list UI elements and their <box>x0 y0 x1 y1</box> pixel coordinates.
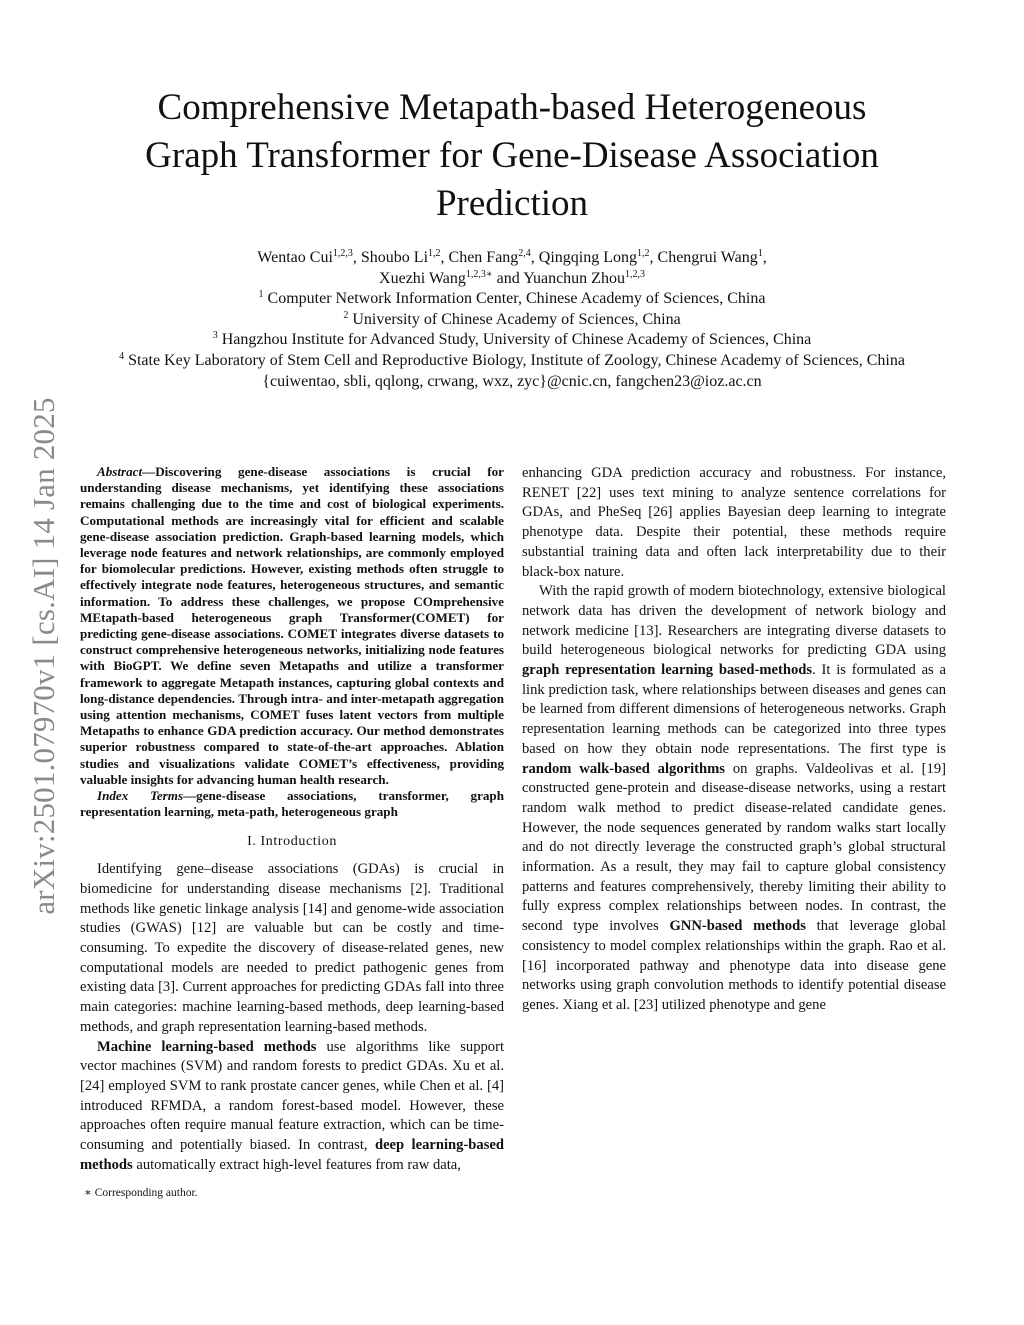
author-separator: , <box>649 249 658 266</box>
title-line: Graph Transformer for Gene-Disease Association <box>145 135 879 176</box>
bold-term: Machine learning-based methods <box>97 1038 317 1055</box>
affiliation-text: University of Chinese Academy of Sciences, China <box>352 310 681 328</box>
affiliation-number: 1 <box>258 289 264 301</box>
abstract-section <box>80 464 504 820</box>
paragraph-text: on graphs. Valdeolivas et al. [19] constructed gene-protein and disease-disease networks, using a restart random walk method to predict disease-related candidate genes. However, the node sequences generated by random walks start locally and do not directly leverage the constructed graph’s global structural information. As a result, they may fail to capture global consistency patterns and features comprehensively, thereby limiting their ability to fully express complex relationships between nodes. In contrast, the second type involves <box>522 760 946 935</box>
author-list <box>70 248 954 269</box>
affiliation-number: 3 <box>212 330 218 342</box>
author-list <box>70 269 954 290</box>
email-line: {cuiwentao, sbli, qqlong, crwang, wxz, zyc}@cnic.cn, fangchen23@ioz.ac.cn <box>262 372 762 390</box>
affiliation-number: 2 <box>343 309 349 321</box>
title-line: Comprehensive Metapath-based Heterogeneous <box>157 87 867 128</box>
author-name: Chengrui Wang <box>657 249 758 266</box>
footnote-corresponding-author: ∗ Corresponding author. <box>84 1187 198 1199</box>
author-name: Yuanchun Zhou <box>523 269 625 287</box>
paragraph-text: . It is formulated as a link prediction task, where relationships between diseases and genes can be learned from different dimensions of heterogeneous networks. Graph representation learning methods can be categorized into three types based on how they obtain node representations. The first type is <box>522 662 946 757</box>
bold-term: random walk-based algorithms <box>522 760 725 777</box>
index-terms-text: —gene-disease associations, transformer, graph representation learning, meta-path, heterogeneous graph <box>80 788 504 820</box>
author-name: Wentao Cui <box>257 249 333 266</box>
author-affiliation-marker: 1,2 <box>428 248 441 259</box>
left-column <box>80 464 504 1175</box>
paragraph-text: automatically extract high-level features from raw data, <box>132 1156 461 1173</box>
author-block <box>70 248 954 392</box>
author-separator: , <box>440 249 449 266</box>
bold-term: GNN-based methods <box>669 918 806 935</box>
arxiv-identifier-stamp: arXiv:2501.07970v1 [cs.AI] 14 Jan 2025 <box>26 397 61 915</box>
intro-paragraph-continued <box>522 464 946 582</box>
title-line: Prediction <box>435 183 589 224</box>
author-name: Xuezhi Wang <box>379 269 466 287</box>
author-affiliation-marker: 1,2 <box>637 248 650 259</box>
affiliation-text: Computer Network Information Center, Chinese Academy of Sciences, China <box>267 290 766 308</box>
author-name: Chen Fang <box>448 249 519 266</box>
right-column <box>522 464 946 1016</box>
author-affiliation-marker: 1,2,3∗ <box>465 268 493 280</box>
affiliation-text: State Key Laboratory of Stem Cell and Reproductive Biology, Institute of Zoology, Chinese Academy of Sciences, China <box>128 351 905 369</box>
abstract-text: —Discovering gene-disease associations is crucial for understanding disease mechanisms, yet identifying these associations remains challenging due to the time and cost of biological experiments. Computational methods are increasingly vital for efficient and scalable gene-disease association prediction. Graph-based learning models, which leverage node features and network relationships, are commonly employed for biomolecular predictions. However, existing methods often struggle to effectively integrate node features, heterogeneous structures, and semantic information. To address these challenges, we propose COmprehensive MEtapath-based heterogeneous graph Transformer(COMET) for predicting gene-disease associations. COMET integrates diverse datasets to construct comprehensive heterogeneous networks, initializing node features with BioGPT. We define seven Metapaths and utilize a transformer framework to aggregate Metapath instances, capturing global contexts and long-distance dependencies. Through intra- and inter-metapath aggregation using attention mechanisms, COMET fuses latent vectors from multiple Metapaths to enhance GDA prediction accuracy. Our method demonstrates superior robustness compared to state-of-the-art approaches. Ablation studies and visualizations validate COMET’s effectiveness, providing valuable insights for advancing human health research. <box>80 464 504 787</box>
bold-term: graph representation learning based-methods <box>522 662 813 679</box>
author-affiliation-marker: 1,2,3 <box>624 268 645 280</box>
index-terms-paragraph <box>80 788 504 820</box>
index-terms-label: Index Terms <box>97 788 184 804</box>
paragraph-text: enhancing GDA prediction accuracy and robustness. For instance, RENET [22] uses text mining to analyze sentence correlations for GDAs, and PheSeq [26] applies Bayesian deep learning to integrate phenotype data. Despite their potential, these methods require substantial training data and often lack interpretability due to their black-box nature. <box>522 465 946 580</box>
intro-paragraph <box>522 582 946 1015</box>
affiliation-number: 4 <box>119 350 125 362</box>
author-affiliation-marker: 1,2,3 <box>332 248 353 259</box>
author-name: Shoubo Li <box>360 249 429 266</box>
section-heading: I. Introduction <box>247 834 337 850</box>
affiliation-text: Hangzhou Institute for Advanced Study, University of Chinese Academy of Sciences, China <box>221 331 812 349</box>
author-affiliation-marker: 1 <box>757 248 763 259</box>
intro-paragraph <box>80 1038 504 1176</box>
intro-paragraph: Identifying gene–disease associations (GDAs) is crucial in biomedicine for understanding disease mechanisms [2]. Traditional methods like genetic linkage analysis [14] and genome-wide association studies (GWAS) [12] are valuable but can be costly and time-consuming. To expedite the discovery of disease-related genes, new computational models are needed to predict pathogenic genes from existing data [3]. Current approaches for predicting GDAs fall into three main categories: machine learning-based methods, deep learning-based methods, and graph representation learning-based methods. <box>80 861 504 1035</box>
bold-term: deep learning-based methods <box>80 1137 504 1173</box>
affiliation-line <box>70 330 954 351</box>
paragraph-text: use algorithms like support vector machines (SVM) and random forests to predict GDAs. Xu et al. [24] employed SVM to rank prostate cancer genes, while Chen et al. [4] introduced RFMDA, a random forest-based model. However, these approaches often require manual feature extraction, which can be time-consuming and potentially biased. In contrast, <box>80 1038 504 1154</box>
paper-title <box>80 84 944 228</box>
author-separator: , <box>762 249 767 266</box>
author-separator: , <box>530 249 539 266</box>
abstract-paragraph <box>80 464 504 788</box>
author-name: Qingqing Long <box>538 249 638 266</box>
paragraph-text: With the rapid growth of modern biotechnology, extensive biological network data has driven the development of network biology and network medicine [13]. Researchers are integrating diverse datasets to build heterogeneous biological networks for predicting GDA using <box>522 583 946 659</box>
author-separator: , <box>352 249 361 266</box>
paragraph-text: that leverage global consistency to model complex relationships within the graph. Rao et al. [16] incorporated pathway and phenotype data into disease gene networks using graph convolution methods to identify potential disease genes. Xiang et al. [23] utilized phenotype and gene <box>522 918 946 1013</box>
author-separator: and <box>492 269 524 287</box>
author-affiliation-marker: 2,4 <box>518 248 531 259</box>
affiliation-line <box>70 351 954 372</box>
affiliation-line <box>70 310 954 331</box>
affiliation-line <box>70 289 954 310</box>
abstract-label: Abstract <box>97 464 143 479</box>
